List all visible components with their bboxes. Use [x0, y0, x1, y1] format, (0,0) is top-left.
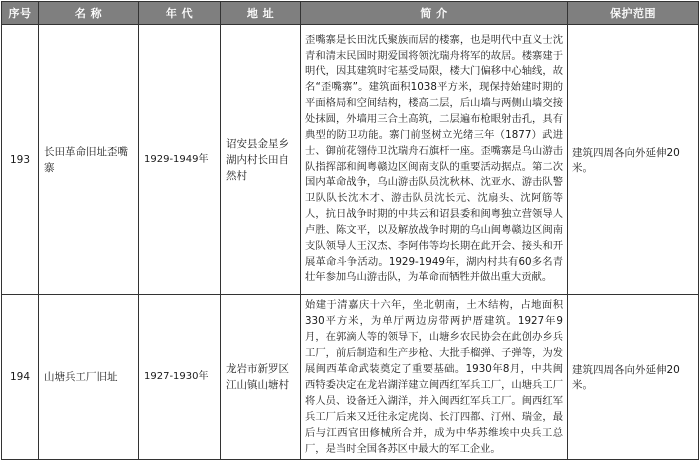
row-number: 193 [2, 25, 39, 295]
site-name: 长田革命旧址歪嘴寨 [39, 25, 139, 295]
site-description: 歪嘴寨是长田沈氏聚族而居的楼寨，也是明代中直义士沈青和清末民国时期爱国将领沈瑞舟将军的故居。楼寨建于明代，因其建筑时宅基受局限，楼大门偏移中心轴线，故名“歪嘴寨”。建筑面积1038平方米，现保持始建时期的平面格局和空间结构，楼高二层，后山墙与两侧山墙交接处抹圆，外墙用三合土高筑，二层遍布枪眼射击孔，具有典型的防卫功能。寨门前竖树立光绪三年（1877）武进士、御前花翎侍卫沈瑞舟石旗杆一座。歪嘴寨是乌山游击队指挥部和闽粤赣边区闽南支队的重要活动据点。第二次国内革命战争，乌山游击队员沈秋林、沈亚水、游击队警卫队队长沈木才、游击队员沈长元、沈扇头、沈阿筋等人，抗日战争时期的中共云和诏县委和闽粤独立营领导人卢胜、陈文平，以及解放战争时期的乌山闽粤赣边区闽南支队领导人王汉杰、李阿伟等均长期在此开会、接头和开展革命斗争活动。1929-1949年，湖内村共有60多名青壮年参加乌山游击队，为革命而牺牲并做出重大贡献。 [301, 25, 568, 295]
header-no: 序号 [2, 2, 39, 25]
protection-scope: 建筑四周各向外延伸20米。 [568, 295, 699, 460]
table-header-row [2, 2, 699, 25]
site-name: 山塘兵工厂旧址 [39, 295, 139, 460]
header-name: 名 称 [39, 2, 139, 25]
site-era: 1927-1930年 [139, 295, 221, 460]
row-number: 194 [2, 295, 39, 460]
protection-scope: 建筑四周各向外延伸20米。 [568, 25, 699, 295]
header-desc: 简 介 [301, 2, 568, 25]
site-address: 龙岩市新罗区江山镇山塘村 [221, 295, 301, 460]
site-era: 1929-1949年 [139, 25, 221, 295]
table-row [2, 25, 699, 295]
heritage-protection-table [1, 1, 699, 460]
header-era: 年 代 [139, 2, 221, 25]
table-row [2, 295, 699, 460]
header-scope: 保护范围 [568, 2, 699, 25]
site-description: 始建于清嘉庆十六年，坐北朝南，土木结构，占地面积330平方米，为单厅两边房带两护厝建筑。1927年9月，在郭滴人等的领导下，山塘乡农民协会在此创办乡兵工厂，前后制造和生产步枪、大批手榴弹、子弹等，为发展闽西革命武装奠定了重要基础。1930年8月，中共闽西特委决定在龙岩湖洋建立闽西红军兵工厂，山塘兵工厂将人员、设备迁入湖洋，并入闽西红军兵工厂。闽西红军兵工厂后来又迁往永定虎岗、长汀四都、汀州、瑞金，最后与江西官田修械所合并，成为中华苏维埃中央兵工总厂，是当时全国各苏区中最大的军工企业。 [301, 295, 568, 460]
header-address: 地 址 [221, 2, 301, 25]
site-address: 诏安县金星乡湖内村长田自然村 [221, 25, 301, 295]
